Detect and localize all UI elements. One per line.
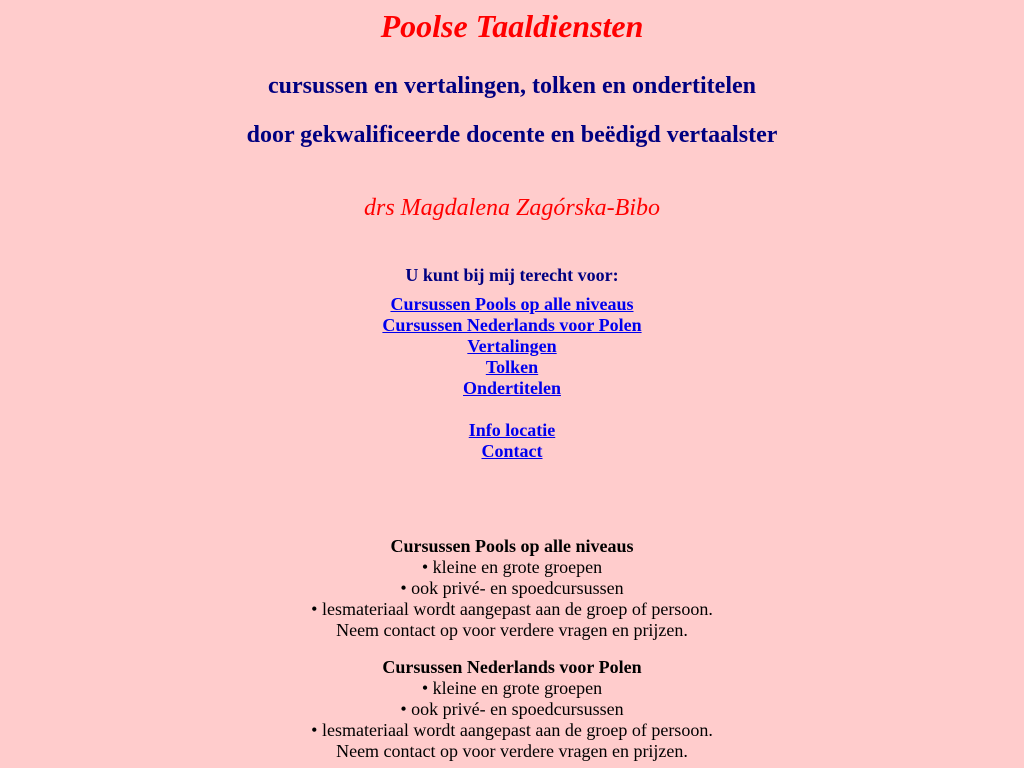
section-line: • ook privé- en spoedcursussen: [400, 578, 624, 598]
link-contact[interactable]: Contact: [481, 441, 543, 461]
page-title: Poolse Taaldiensten: [380, 8, 644, 44]
link-info-locatie[interactable]: Info locatie: [468, 420, 556, 440]
section-heading: Cursussen Nederlands voor Polen: [382, 657, 642, 677]
link-tolken[interactable]: Tolken: [485, 357, 539, 377]
link-cursussen-pools[interactable]: Cursussen Pools op alle niveaus: [390, 294, 634, 314]
link-vertalingen[interactable]: Vertalingen: [467, 336, 557, 356]
link-ondertitelen[interactable]: Ondertitelen: [463, 378, 561, 398]
section-line: • kleine en grote groepen: [421, 557, 603, 577]
section-line: • lesmateriaal wordt aangepast aan de groep of persoon.: [311, 599, 713, 619]
section-line: • ook privé- en spoedcursussen: [400, 699, 624, 719]
page-subtitle-services: cursussen en vertalingen, tolken en ondertitelen: [268, 73, 756, 99]
section-heading: Cursussen Pools op alle niveaus: [390, 536, 634, 556]
section-line: Neem contact op voor verdere vragen en prijzen.: [336, 620, 688, 640]
section-cursussen-nederlands: [0, 657, 1024, 762]
section-cursussen-pools: [0, 536, 1024, 641]
section-line: • lesmateriaal wordt aangepast aan de groep of persoon.: [311, 720, 713, 740]
author-name: drs Magdalena Zagórska-Bibo: [364, 195, 660, 221]
services-intro: U kunt bij mij terecht voor:: [405, 265, 619, 285]
services-nav: [0, 294, 1024, 399]
info-nav: [0, 420, 1024, 462]
section-line: Neem contact op voor verdere vragen en prijzen.: [336, 741, 688, 761]
page-subtitle-qualification: door gekwalificeerde docente en beëdigd vertaalster: [246, 122, 778, 148]
link-cursussen-nederlands[interactable]: Cursussen Nederlands voor Polen: [382, 315, 642, 335]
section-line: • kleine en grote groepen: [421, 678, 603, 698]
